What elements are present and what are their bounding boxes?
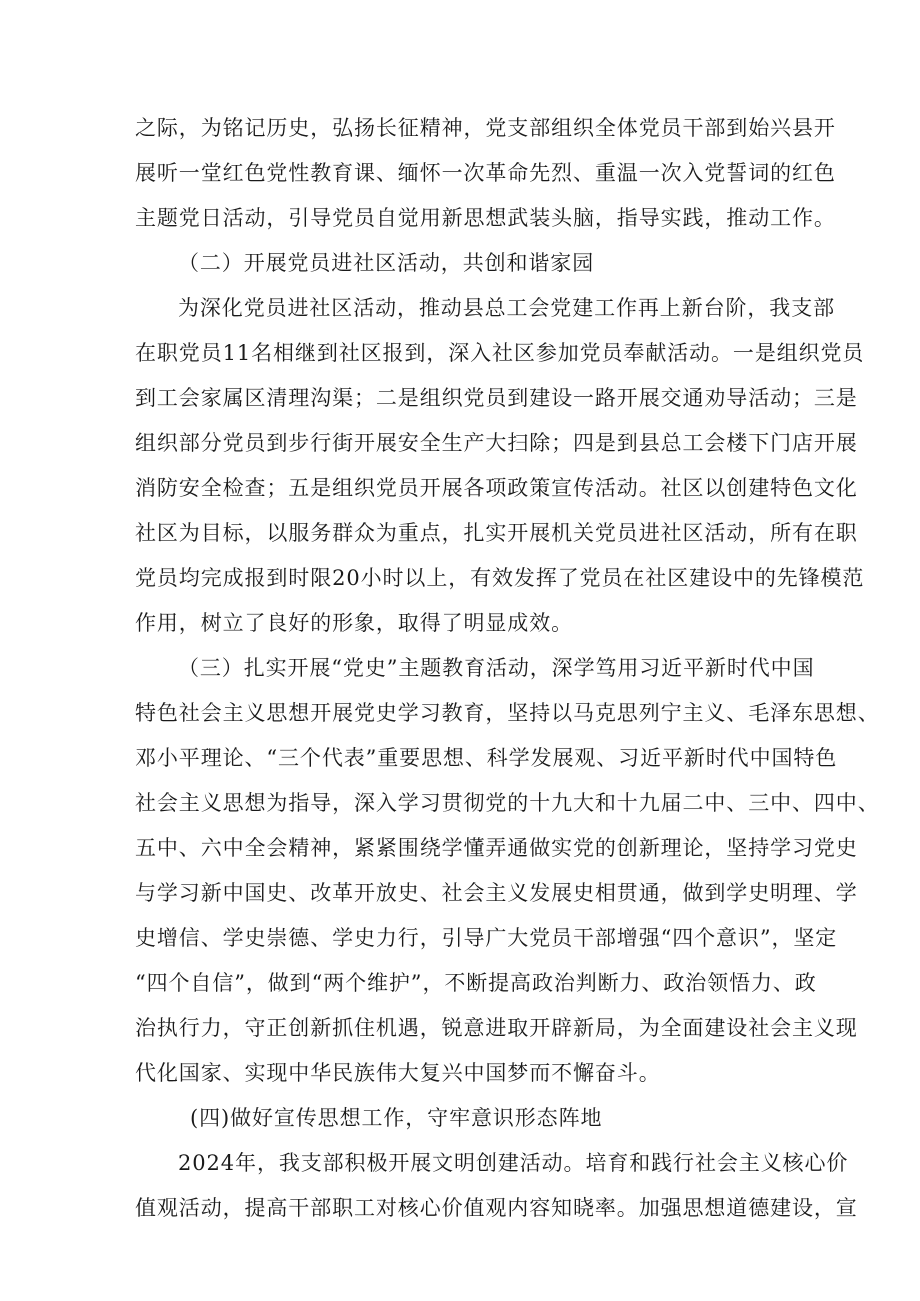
paragraph-line: 为深化党员进社区活动，推动县总工会党建工作再上新台阶，我支部 bbox=[178, 296, 835, 320]
paragraph-line: 在职党员11名相继到社区报到，深入社区参加党员奉献活动。一是组织党员 bbox=[135, 341, 865, 365]
paragraph-line: 组织部分党员到步行街开展安全生产大扫除；四是到县总工会楼下门店开展 bbox=[135, 431, 858, 455]
paragraph-line: 社会主义思想为指导，深入学习贯彻党的十九大和十九届二中、三中、四中、 bbox=[135, 791, 880, 815]
paragraph-line: 五中、六中全会精神，紧紧围绕学懂弄通做实党的创新理论，坚持学习党史 bbox=[135, 836, 858, 860]
section-heading-4: (四)做好宣传思想工作，守牢意识形态阵地 bbox=[190, 1106, 603, 1130]
paragraph-line: 2024年，我支部积极开展文明创建活动。培育和践行社会主义核心价 bbox=[178, 1151, 849, 1175]
paragraph-line: 主题党日活动，引导党员自觉用新思想武装头脑，指导实践，推动工作。 bbox=[135, 206, 836, 230]
paragraph-line: 作用，树立了良好的形象，取得了明显成效。 bbox=[135, 611, 573, 635]
paragraph-line: 消防安全检查；五是组织党员开展各项政策宣传活动。社区以创建特色文化 bbox=[135, 476, 858, 500]
section-heading-2: （二）开展党员进社区活动，共创和谐家园 bbox=[178, 251, 595, 275]
paragraph-line: 与学习新中国史、改革开放史、社会主义发展史相贯通，做到学史明理、学 bbox=[135, 881, 858, 905]
paragraph-line: 值观活动，提高干部职工对核心价值观内容知晓率。加强思想道德建设，宣 bbox=[135, 1196, 858, 1220]
paragraph-line: 特色社会主义思想开展党史学习教育，坚持以马克思列宁主义、毛泽东思想、 bbox=[135, 701, 880, 725]
paragraph-line: 邓小平理论、“三个代表”重要思想、科学发展观、习近平新时代中国特色 bbox=[135, 746, 838, 770]
paragraph-line: 史增信、学史崇德、学史力行，引导广大党员干部增强“四个意识”，坚定 bbox=[135, 926, 838, 950]
paragraph-line: 之际，为铭记历史，弘扬长征精神，党支部组织全体党员干部到始兴县开 bbox=[135, 116, 836, 140]
section-heading-3: （三）扎实开展“党史”主题教育活动，深学笃用习近平新时代中国 bbox=[178, 656, 815, 680]
paragraph-line: 代化国家、实现中华民族伟大复兴中国梦而不懈奋斗。 bbox=[135, 1061, 661, 1085]
paragraph-line: 党员均完成报到时限20小时以上，有效发挥了党员在社区建设中的先锋模范 bbox=[135, 566, 865, 590]
paragraph-line: 展听一堂红色党性教育课、缅怀一次革命先烈、重温一次入党誓词的红色 bbox=[135, 161, 836, 185]
paragraph-line: “四个自信”，做到“两个维护”，不断提高政治判断力、政治领悟力、政 bbox=[135, 971, 817, 995]
paragraph-line: 治执行力，守正创新抓住机遇，锐意进取开辟新局，为全面建设社会主义现 bbox=[135, 1016, 858, 1040]
paragraph-line: 到工会家属区清理沟渠；二是组织党员到建设一路开展交通劝导活动；三是 bbox=[135, 386, 858, 410]
paragraph-line: 社区为目标，以服务群众为重点，扎实开展机关党员进社区活动，所有在职 bbox=[135, 521, 858, 545]
